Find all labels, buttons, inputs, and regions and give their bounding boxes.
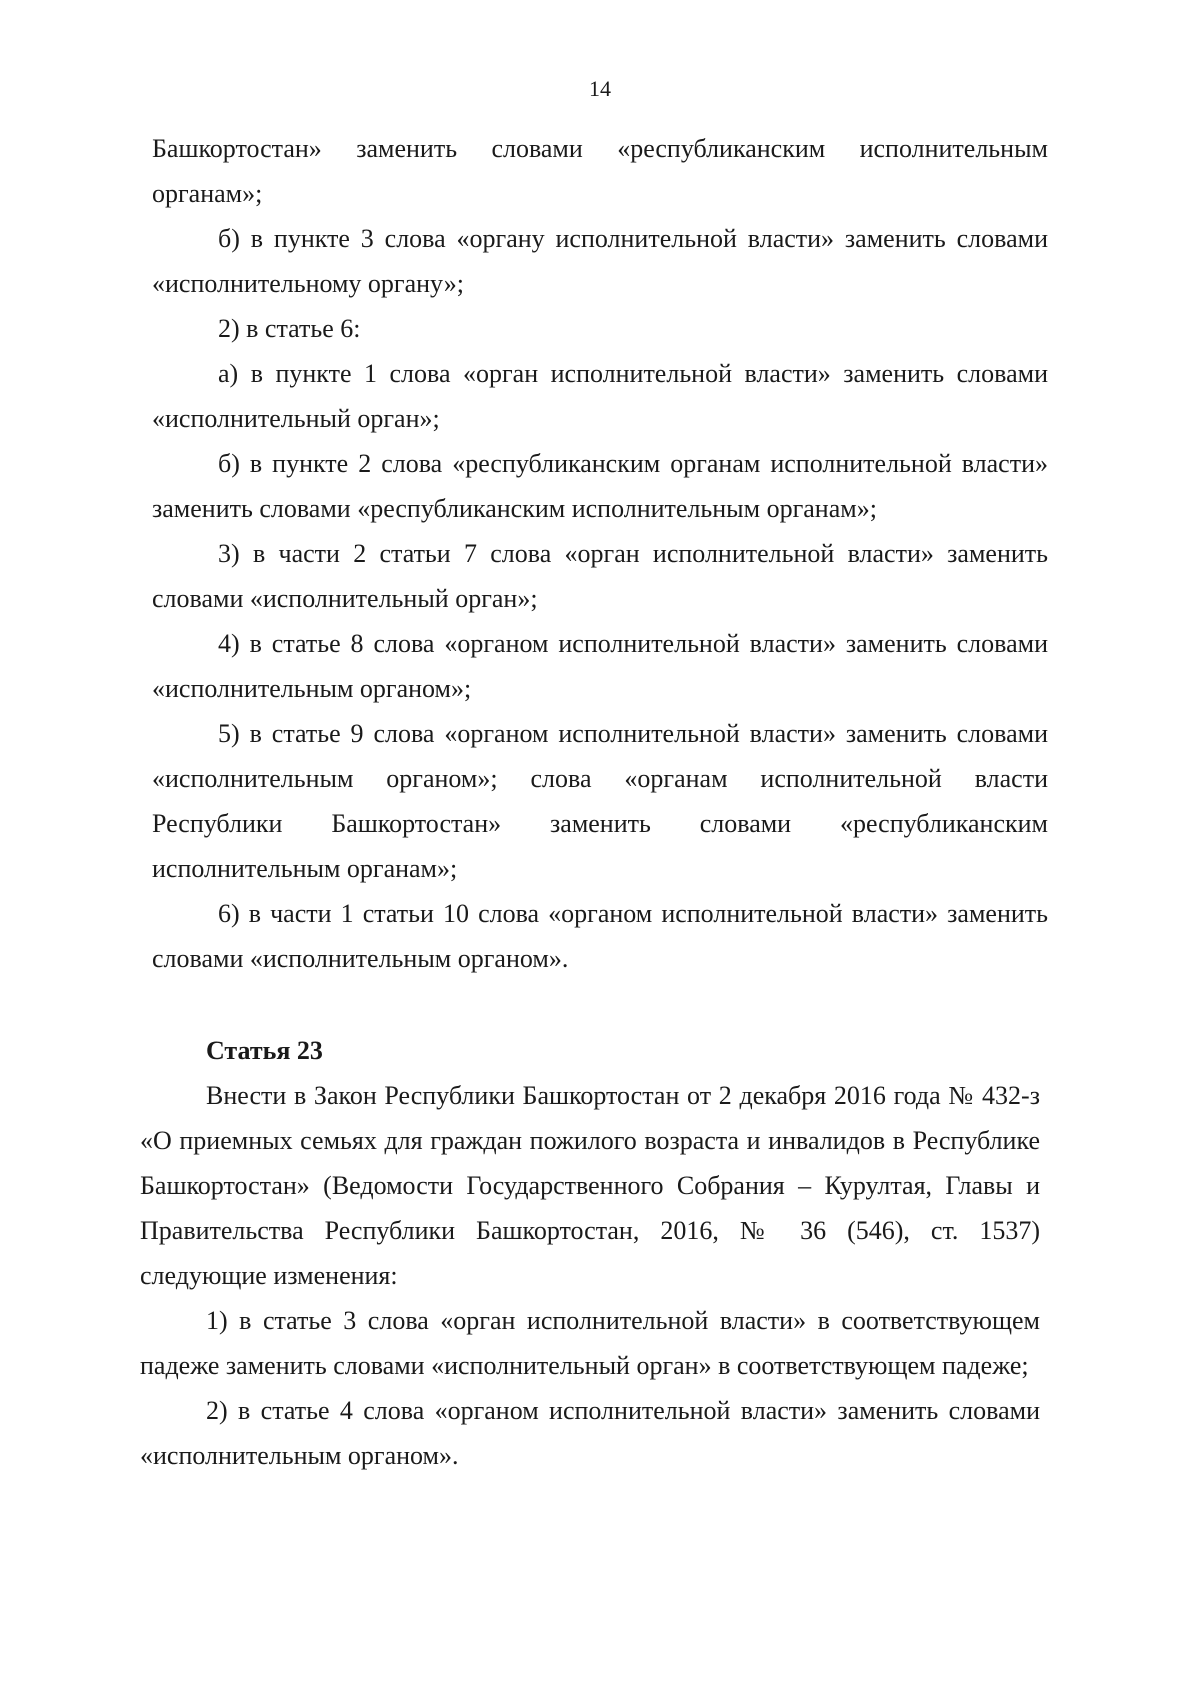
paragraph: 6) в части 1 статьи 10 слова «органом исполнительной власти» заменить словами «исполнительным органом». [152, 899, 1048, 973]
page-number: 14 [589, 76, 611, 101]
paragraph: 3) в части 2 статьи 7 слова «орган исполнительной власти» заменить словами «исполнительный орган»; [152, 539, 1048, 613]
paragraph: б) в пункте 3 слова «органу исполнительной власти» заменить словами «исполнительному органу»; [152, 224, 1048, 298]
paragraph: Внести в Закон Республики Башкортостан от 2 декабря 2016 года № 432-з «О приемных семьях для граждан пожилого возраста и инвалидов в Республике Башкортостан» (Ведомости Государственного Собрания – Курултая, Главы и Правительства Республики Башкортостан, 2016, № 36 (546), ст. 1537) следующие изменения: [140, 1081, 1040, 1290]
paragraph: а) в пункте 1 слова «орган исполнительной власти» заменить словами «исполнительный орган»; [152, 359, 1048, 433]
article-heading: Статья 23 [206, 1036, 323, 1065]
article-23-section [140, 1028, 1040, 1478]
amendments-list-top [152, 126, 1048, 981]
paragraph: 1) в статье 3 слова «орган исполнительной власти» в соответствующем падеже заменить словами «исполнительный орган» в соответствующем падеже; [140, 1306, 1040, 1380]
paragraph: Башкортостан» заменить словами «республиканским исполнительным органам»; [152, 134, 1048, 208]
paragraph: 5) в статье 9 слова «органом исполнительной власти» заменить словами «исполнительным органом»; слова «органам исполнительной власти Республики Башкортостан» заменить словами «республиканским исполнительным органам»; [152, 719, 1048, 883]
paragraph: б) в пункте 2 слова «республиканским органам исполнительной власти» заменить словами «республиканским исполнительным органам»; [152, 449, 1048, 523]
paragraph: 2) в статье 4 слова «органом исполнительной власти» заменить словами «исполнительным органом». [140, 1396, 1040, 1470]
paragraph: 2) в статье 6: [218, 314, 361, 343]
paragraph: 4) в статье 8 слова «органом исполнительной власти» заменить словами «исполнительным органом»; [152, 629, 1048, 703]
